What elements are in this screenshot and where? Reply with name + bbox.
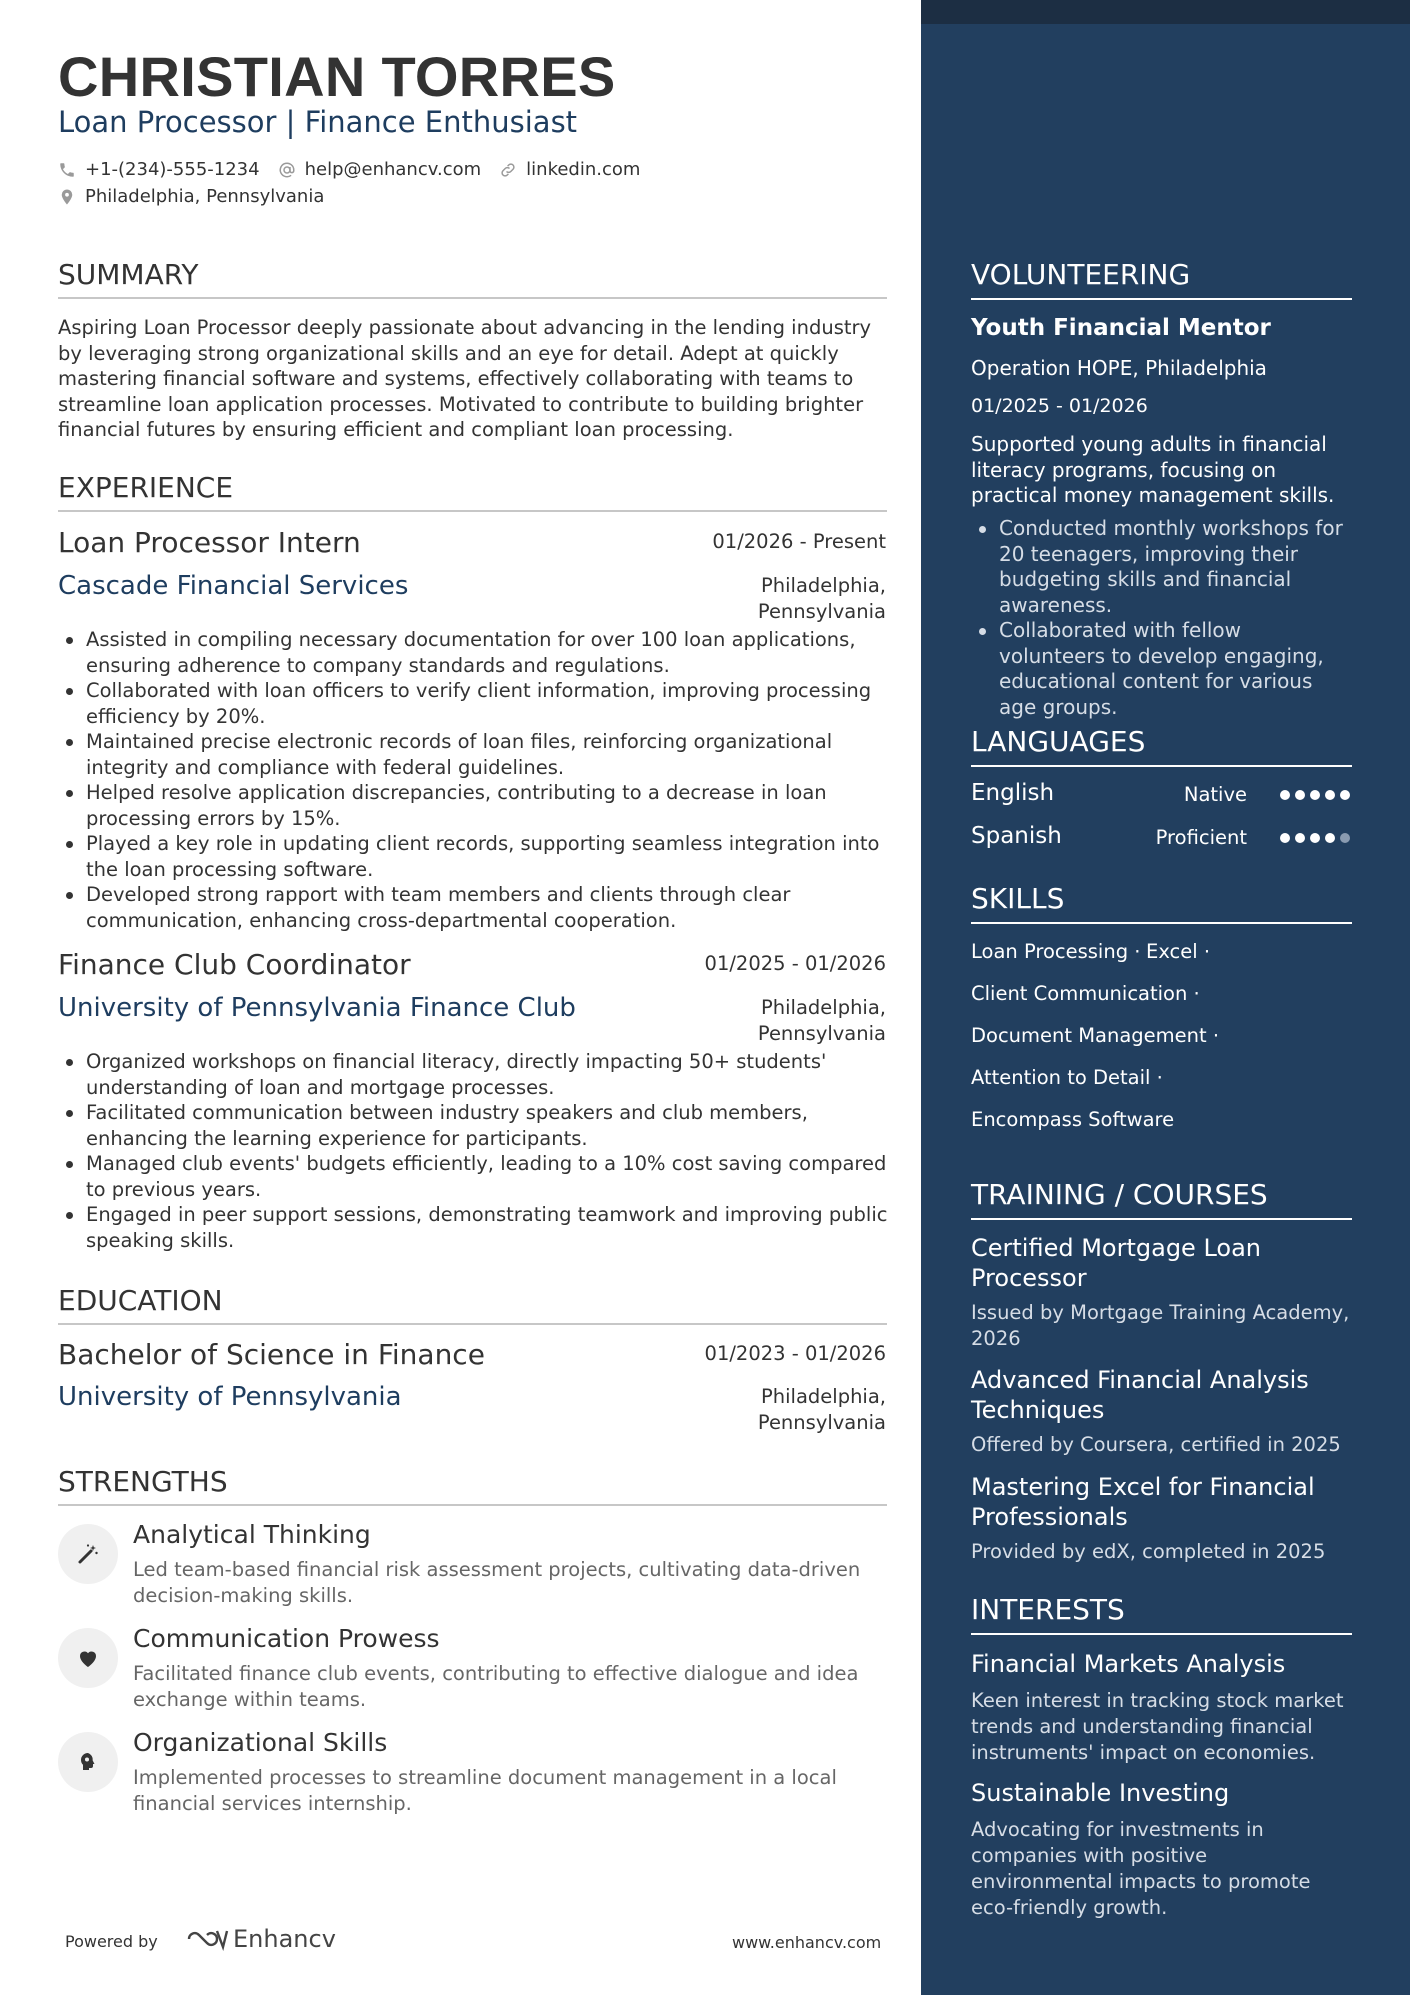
contact-location [58, 186, 342, 207]
rating-dot [1310, 790, 1320, 800]
job-date: 01/2025 - 01/2026 [704, 952, 886, 975]
list-item: Helped resolve application discrepancies, contributing to a decrease in loan processing errors by 15%. [58, 780, 892, 831]
phone-text: +1-(234)-555-1234 [85, 159, 260, 180]
enhancv-logo[interactable] [183, 1925, 336, 1953]
skill-tag: Document Management · [971, 1024, 1220, 1047]
contact-linkedin[interactable] [499, 159, 640, 180]
language-row [971, 780, 1352, 810]
education-location-city: Philadelphia, [761, 1385, 886, 1408]
contact-email[interactable] [278, 159, 482, 180]
interest-title: Sustainable Investing [971, 1779, 1230, 1807]
course-title: Mastering Excel for Financial Professionals [971, 1473, 1315, 1531]
volunteer-role: Youth Financial Mentor [971, 315, 1271, 341]
course-subtitle: Offered by Coursera, certified in 2025 [971, 1433, 1341, 1456]
linkedin-text: linkedin.com [526, 159, 641, 180]
job-bullets [58, 627, 892, 933]
job-company: Cascade Financial Services [58, 571, 409, 601]
job-location-city: Philadelphia, [761, 996, 886, 1019]
strength-icon-badge [58, 1524, 118, 1584]
education-title: EDUCATION [58, 1284, 887, 1325]
at-icon [278, 161, 296, 179]
job-bullets [58, 1049, 892, 1253]
volunteering-title: VOLUNTEERING [971, 258, 1352, 300]
training-title: TRAINING / COURSES [971, 1178, 1352, 1220]
skill-tag: Client Communication · [971, 982, 1200, 1005]
course-title: Advanced Financial Analysis Techniques [971, 1366, 1309, 1424]
summary-title: SUMMARY [58, 258, 887, 299]
job-title: Loan Processor Intern [58, 526, 361, 559]
strength-title: Analytical Thinking [133, 1520, 371, 1549]
rating-dot [1310, 833, 1320, 843]
strengths-title: STRENGTHS [58, 1465, 887, 1506]
rating-dot [1325, 790, 1335, 800]
list-item: Facilitated communication between industry speakers and club members, enhancing the learning experience for participants. [58, 1100, 892, 1151]
language-name: Spanish [971, 823, 1062, 849]
email-text: help@enhancv.com [304, 159, 482, 180]
volunteer-date: 01/2025 - 01/2026 [971, 395, 1148, 417]
volunteer-desc: Supported young adults in financial literacy programs, focusing on practical money management skills. [971, 432, 1335, 507]
footer-powered-by: Powered by [65, 1932, 158, 1951]
strength-title: Communication Prowess [133, 1624, 440, 1653]
course-subtitle: Provided by edX, completed in 2025 [971, 1540, 1326, 1563]
education-school: University of Pennsylvania [58, 1382, 402, 1412]
job-title: Finance Club Coordinator [58, 948, 411, 981]
enhancv-logo-text: Enhancv [233, 1925, 336, 1953]
course-subtitle: Issued by Mortgage Training Academy, 2026 [971, 1301, 1350, 1350]
rating-dot [1340, 833, 1350, 843]
rating-dot [1280, 790, 1290, 800]
course-title: Certified Mortgage Loan Processor [971, 1234, 1262, 1292]
map-pin-icon [58, 188, 76, 206]
job-location-state: Pennsylvania [757, 599, 886, 623]
skill-tag: Attention to Detail · [971, 1066, 1163, 1089]
language-level: Native [1183, 783, 1247, 806]
language-level: Proficient [1155, 826, 1247, 849]
magic-wand-icon [76, 1542, 100, 1566]
sidebar [921, 0, 1410, 1995]
interest-desc: Advocating for investments in companies with positive environmental impacts to promote eco-friendly growth. [971, 1818, 1311, 1919]
list-item: Assisted in compiling necessary documentation for over 100 loan applications, ensuring adherence to company standards and regulations. [58, 627, 892, 678]
contact-phone[interactable] [58, 159, 260, 180]
location-text: Philadelphia, Pennsylvania [85, 186, 325, 207]
job-location [758, 995, 886, 1046]
education-location-state: Pennsylvania [757, 1410, 886, 1434]
summary-text: Aspiring Loan Processor deeply passionate about advancing in the lending industry by leveraging strong organizational skills and an eye for detail. Adept at quickly mastering financial software and systems, effectively collaborating with teams to streamline loan application processes. Motivated to contribute to building brighter financial futures by ensuring efficient and compliant loan processing. [58, 316, 872, 441]
footer-url[interactable]: www.enhancv.com [732, 1933, 882, 1952]
brain-icon [76, 1750, 100, 1774]
education-degree: Bachelor of Science in Finance [58, 1338, 485, 1371]
heart-icon [76, 1646, 100, 1670]
job-company: University of Pennsylvania Finance Club [58, 993, 576, 1023]
strength-title: Organizational Skills [133, 1728, 388, 1757]
languages-title: LANGUAGES [971, 725, 1352, 767]
language-row [971, 823, 1352, 853]
experience-title: EXPERIENCE [58, 471, 887, 512]
language-rating [1275, 833, 1350, 843]
interest-title: Financial Markets Analysis [971, 1650, 1286, 1678]
strength-icon-badge [58, 1732, 118, 1792]
list-item: Developed strong rapport with team members and clients through clear communication, enhancing cross-departmental cooperation. [58, 882, 892, 933]
link-icon [499, 161, 517, 179]
list-item: Engaged in peer support sessions, demonstrating teamwork and improving public speaking skills. [58, 1202, 892, 1253]
volunteer-org: Operation HOPE, Philadelphia [971, 356, 1267, 380]
education-location [758, 1384, 886, 1435]
sidebar-top-band [921, 0, 1410, 24]
strength-desc: Led team-based financial risk assessment projects, cultivating data-driven decision-making skills. [133, 1558, 861, 1607]
job-location-city: Philadelphia, [761, 574, 886, 597]
job-date: 01/2026 - Present [712, 530, 886, 553]
interests-title: INTERESTS [971, 1593, 1352, 1635]
language-name: English [971, 780, 1055, 806]
list-item: Collaborated with fellow volunteers to develop engaging, educational content for various age groups. [971, 618, 1352, 720]
skills-title: SKILLS [971, 882, 1352, 924]
list-item: Organized workshops on financial literacy, directly impacting 50+ students' understanding of loan and mortgage processes. [58, 1049, 892, 1100]
skill-tag: Excel · [1146, 940, 1211, 963]
rating-dot [1340, 790, 1350, 800]
language-rating [1275, 790, 1350, 800]
rating-dot [1325, 833, 1335, 843]
rating-dot [1295, 790, 1305, 800]
list-item: Managed club events' budgets efficiently, leading to a 10% cost saving compared to previous years. [58, 1151, 892, 1202]
strength-desc: Facilitated finance club events, contributing to effective dialogue and idea exchange within teams. [133, 1662, 859, 1711]
skill-tag: Encompass Software [971, 1108, 1175, 1131]
job-location [758, 573, 886, 624]
location-item [58, 186, 324, 207]
job-location-state: Pennsylvania [757, 1021, 886, 1045]
list-item: Played a key role in updating client records, supporting seamless integration into the loan processing software. [58, 831, 892, 882]
rating-dot [1280, 833, 1290, 843]
candidate-name: CHRISTIAN TORRES [58, 45, 616, 108]
skill-tag: Loan Processing · [971, 940, 1141, 963]
contact-row [58, 159, 658, 180]
list-item: Collaborated with loan officers to verify client information, improving processing efficiency by 20%. [58, 678, 892, 729]
candidate-subtitle: Loan Processor | Finance Enthusiast [58, 105, 578, 139]
list-item: Maintained precise electronic records of loan files, reinforcing organizational integrity and compliance with federal guidelines. [58, 729, 892, 780]
interest-desc: Keen interest in tracking stock market trends and understanding financial instruments' impact on economies. [971, 1689, 1344, 1764]
rating-dot [1295, 833, 1305, 843]
volunteer-bullets [971, 516, 1352, 720]
phone-icon [58, 161, 76, 179]
enhancv-logo-icon [183, 1927, 229, 1951]
list-item: Conducted monthly workshops for 20 teenagers, improving their budgeting skills and financial awareness. [971, 516, 1352, 618]
strength-desc: Implemented processes to streamline document management in a local financial services internship. [133, 1766, 837, 1815]
strength-icon-badge [58, 1628, 118, 1688]
education-date: 01/2023 - 01/2026 [704, 1342, 886, 1365]
